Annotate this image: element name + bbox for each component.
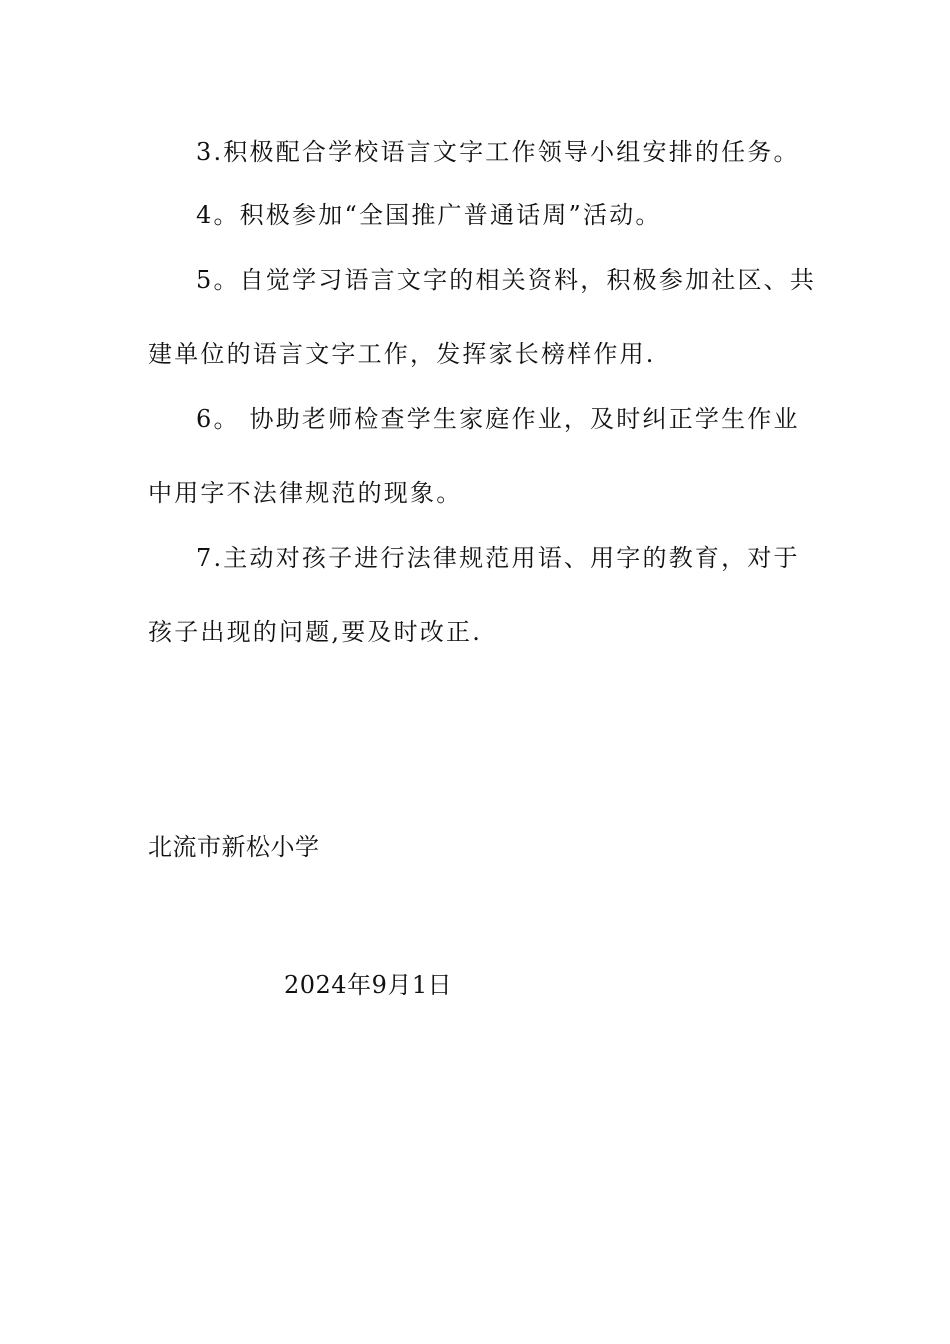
- item-3-text: 3.积极配合学校语言文字工作领导小组安排的任务。: [196, 138, 800, 166]
- item-7-text-line-2: 孩子出现的问题,要及时改正.: [148, 618, 483, 646]
- item-6-text-line-2: 中用字不法律规范的现象。: [148, 479, 463, 507]
- item-6-text-line-1: 6。 协助老师检查学生家庭作业，及时纠正学生作业: [196, 405, 800, 433]
- item-7-text-line-1: 7.主动对孩子进行法律规范用语、用字的教育，对于: [196, 544, 800, 572]
- item-4-text: 4。积极参加“全国推广普通话周”活动。: [196, 201, 662, 229]
- item-5-text-line-1: 5。自觉学习语言文字的相关资料，积极参加社区、共: [196, 266, 817, 294]
- organization-signature: 北流市新松小学: [148, 833, 320, 861]
- document-date: 2024年9月1日: [284, 971, 453, 999]
- item-5-text-line-2: 建单位的语言文字工作，发挥家长榜样作用.: [148, 340, 656, 368]
